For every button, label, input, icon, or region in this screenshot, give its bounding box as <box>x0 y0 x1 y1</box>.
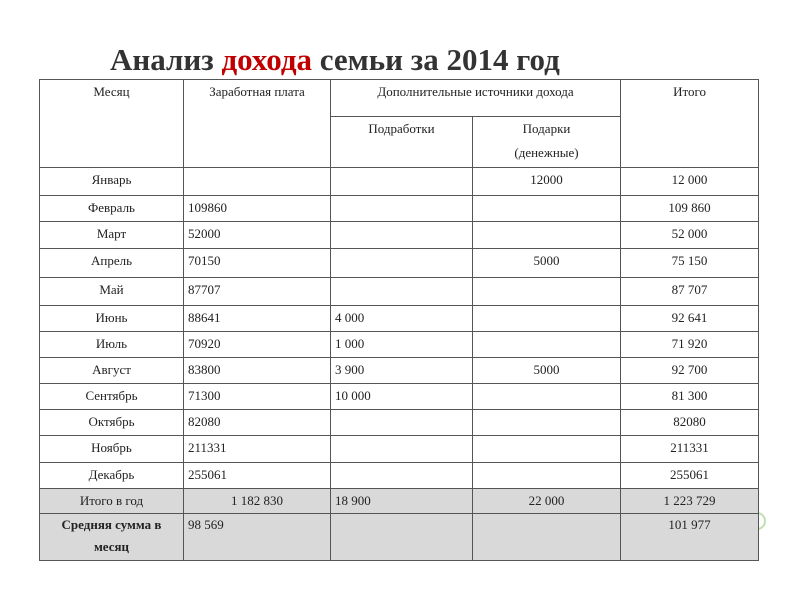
cell-total: 75 150 <box>621 249 759 278</box>
table-row <box>40 332 759 358</box>
cell-gifts <box>473 222 621 249</box>
cell-side-jobs: 10 000 <box>331 384 473 410</box>
title-accent-word: дохода <box>221 42 313 77</box>
cell-side-jobs <box>331 463 473 489</box>
header-gifts <box>473 117 621 168</box>
monthly-average-gifts <box>473 514 621 561</box>
year-total-gifts: 22 000 <box>473 489 621 514</box>
cell-side-jobs <box>331 196 473 222</box>
cell-gifts: 5000 <box>473 249 621 278</box>
table-row <box>40 358 759 384</box>
monthly-average-salary: 98 569 <box>184 514 331 561</box>
cell-month: Апрель <box>40 249 184 278</box>
header-total: Итого <box>621 80 759 168</box>
header-additional-sources: Дополнительные источники дохода <box>331 80 621 117</box>
cell-side-jobs <box>331 436 473 463</box>
cell-month: Октябрь <box>40 410 184 436</box>
cell-salary: 255061 <box>184 463 331 489</box>
monthly-average-label: Средняя сумма в месяц <box>40 514 184 561</box>
table-row <box>40 384 759 410</box>
table-row <box>40 410 759 436</box>
cell-total: 12 000 <box>621 168 759 196</box>
cell-gifts <box>473 196 621 222</box>
cell-total: 92 641 <box>621 306 759 332</box>
title-part-2: семьи за 2014 год <box>312 42 560 77</box>
cell-salary: 71300 <box>184 384 331 410</box>
cell-total: 211331 <box>621 436 759 463</box>
cell-salary: 82080 <box>184 410 331 436</box>
year-total-side-jobs: 18 900 <box>331 489 473 514</box>
table-row <box>40 436 759 463</box>
table-row <box>40 168 759 196</box>
cell-side-jobs: 4 000 <box>331 306 473 332</box>
year-total-amount: 1 223 729 <box>621 489 759 514</box>
cell-month: Март <box>40 222 184 249</box>
cell-total: 82080 <box>621 410 759 436</box>
cell-month: Декабрь <box>40 463 184 489</box>
cell-salary: 52000 <box>184 222 331 249</box>
year-total-label: Итого в год <box>40 489 184 514</box>
cell-gifts <box>473 306 621 332</box>
cell-total: 92 700 <box>621 358 759 384</box>
cell-side-jobs <box>331 278 473 306</box>
cell-salary: 87707 <box>184 278 331 306</box>
cell-month: Июнь <box>40 306 184 332</box>
cell-month: Август <box>40 358 184 384</box>
cell-gifts <box>473 436 621 463</box>
header-gifts-line2: (денежные) <box>514 145 579 160</box>
table-row <box>40 222 759 249</box>
cell-total: 87 707 <box>621 278 759 306</box>
cell-salary: 83800 <box>184 358 331 384</box>
table-row <box>40 249 759 278</box>
slide-decorative-border <box>760 0 800 600</box>
cell-total: 109 860 <box>621 196 759 222</box>
year-total-row <box>40 489 759 514</box>
cell-total: 81 300 <box>621 384 759 410</box>
header-side-jobs: Подработки <box>331 117 473 168</box>
page-title <box>110 42 560 78</box>
cell-total: 71 920 <box>621 332 759 358</box>
cell-salary: 70150 <box>184 249 331 278</box>
cell-month: Сентябрь <box>40 384 184 410</box>
income-table <box>39 79 759 561</box>
cell-gifts <box>473 332 621 358</box>
monthly-average-row <box>40 514 759 561</box>
cell-gifts <box>473 384 621 410</box>
cell-total: 52 000 <box>621 222 759 249</box>
title-part-1: Анализ <box>110 42 222 77</box>
table-row <box>40 278 759 306</box>
header-salary: Заработная плата <box>184 80 331 168</box>
year-total-salary: 1 182 830 <box>184 489 331 514</box>
cell-gifts <box>473 278 621 306</box>
cell-month: Январь <box>40 168 184 196</box>
cell-total: 255061 <box>621 463 759 489</box>
table-row <box>40 306 759 332</box>
monthly-average-side-jobs <box>331 514 473 561</box>
cell-salary: 88641 <box>184 306 331 332</box>
cell-side-jobs <box>331 222 473 249</box>
monthly-average-total: 101 977 <box>621 514 759 561</box>
cell-month: Ноябрь <box>40 436 184 463</box>
cell-salary: 211331 <box>184 436 331 463</box>
cell-salary: 109860 <box>184 196 331 222</box>
cell-gifts <box>473 410 621 436</box>
header-gifts-line1: Подарки <box>522 121 571 136</box>
cell-salary <box>184 168 331 196</box>
cell-month: Май <box>40 278 184 306</box>
table-row <box>40 196 759 222</box>
table-row <box>40 463 759 489</box>
cell-gifts: 12000 <box>473 168 621 196</box>
cell-gifts: 5000 <box>473 358 621 384</box>
cell-side-jobs: 3 900 <box>331 358 473 384</box>
header-month: Месяц <box>40 80 184 168</box>
cell-side-jobs <box>331 168 473 196</box>
cell-gifts <box>473 463 621 489</box>
cell-salary: 70920 <box>184 332 331 358</box>
cell-side-jobs <box>331 249 473 278</box>
cell-month: Июль <box>40 332 184 358</box>
cell-month: Февраль <box>40 196 184 222</box>
header-row-top <box>40 80 759 117</box>
cell-side-jobs: 1 000 <box>331 332 473 358</box>
cell-side-jobs <box>331 410 473 436</box>
